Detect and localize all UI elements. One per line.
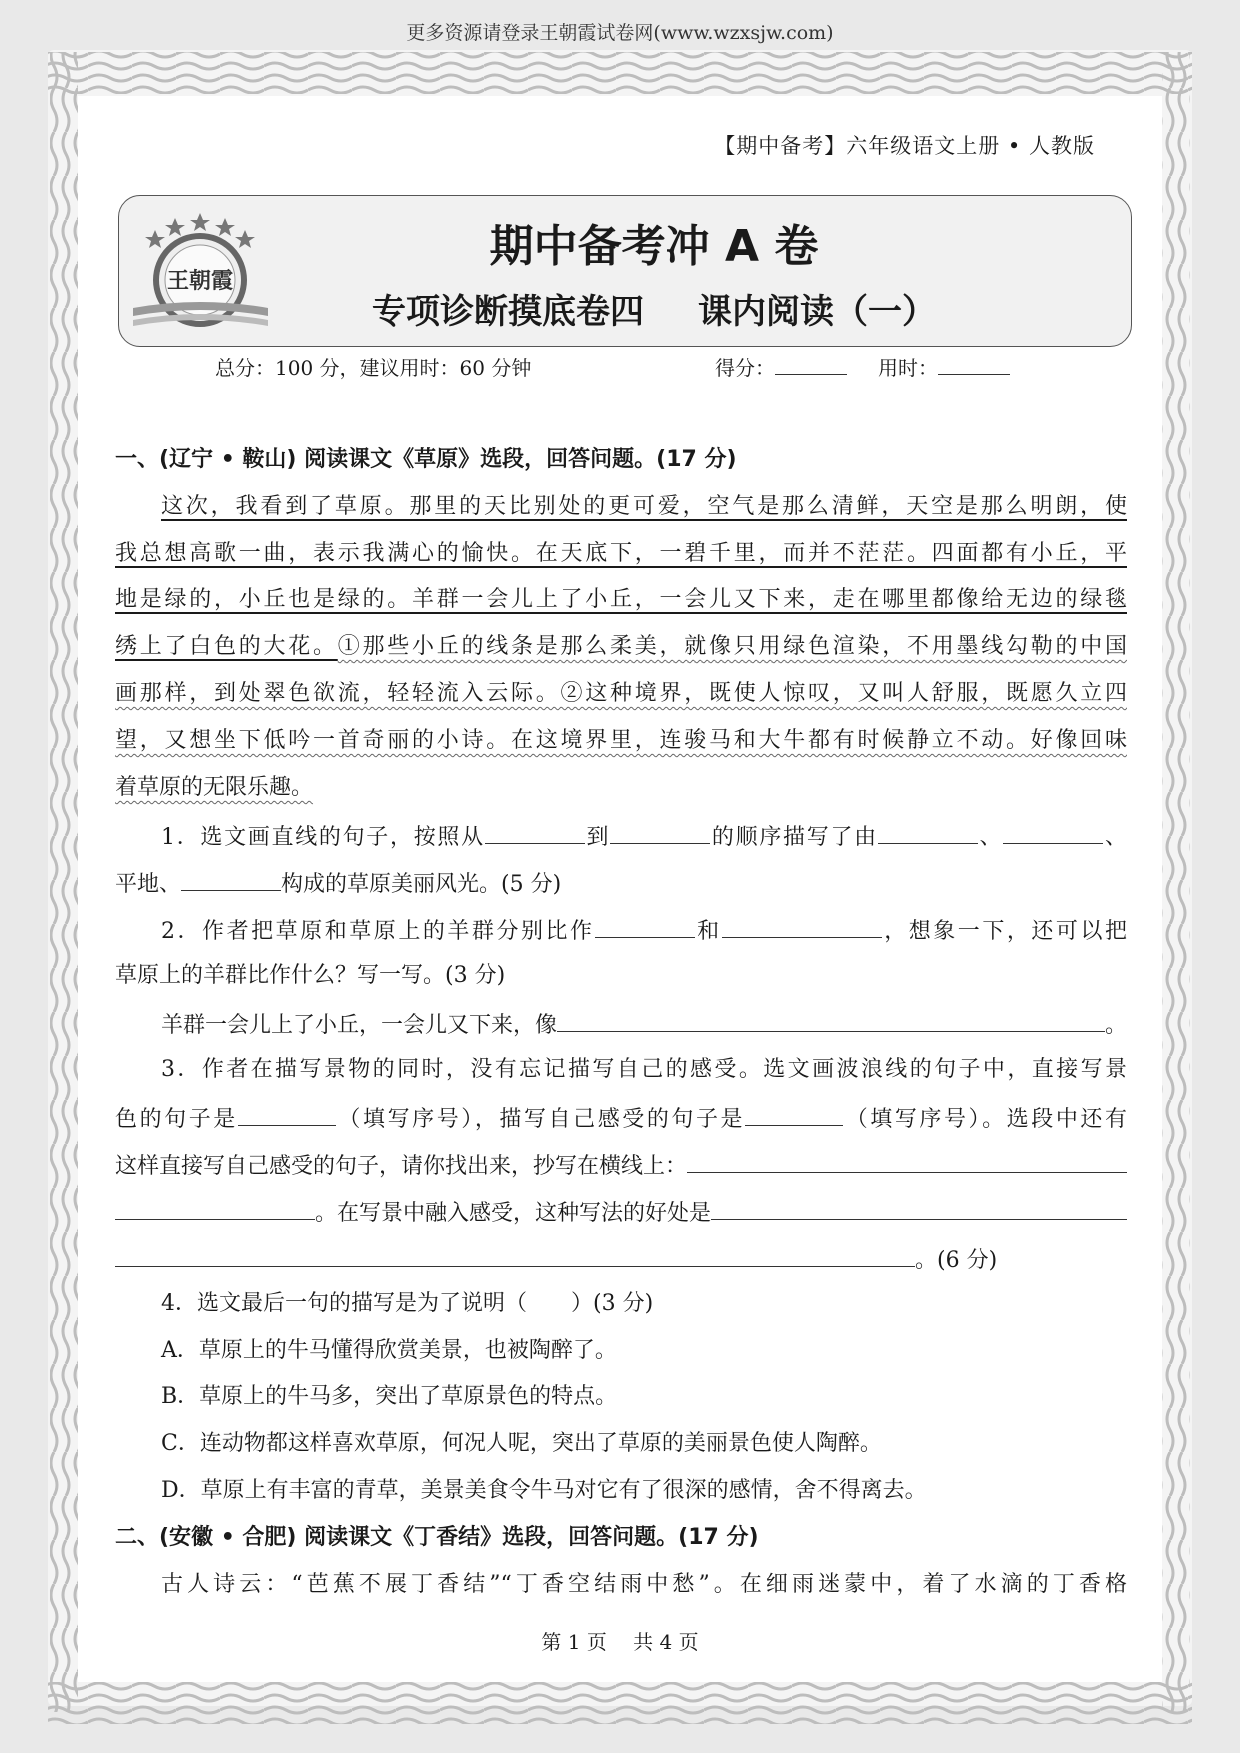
answer-blank[interactable] bbox=[485, 820, 585, 844]
answer-blank[interactable] bbox=[610, 820, 710, 844]
subtitle-right: 课内阅读（一） bbox=[698, 292, 936, 332]
answer-blank[interactable] bbox=[1003, 820, 1103, 844]
option-c[interactable]: C．连动物都这样喜欢草原，何况人呢，突出了草原的美丽景色使人陶醉。 bbox=[161, 1431, 882, 1456]
answer-blank[interactable] bbox=[115, 1196, 315, 1220]
passage-line: 望，又想坐下低吟一首奇丽的小诗。在这境界里，连骏马和大牛都有时候静立不动。好像回味 bbox=[115, 728, 1127, 753]
section2-heading: 二、(安徽 • 合肥) 阅读课文《丁香结》选段，回答问题。(17 分) bbox=[115, 1525, 759, 1550]
passage-line: 画那样，到处翠色欲流，轻轻流入云际。②这种境界，既使人惊叹，又叫人舒服，既愿久立四 bbox=[115, 681, 1127, 706]
subtitle-left: 专项诊断摸底卷四 bbox=[372, 292, 644, 332]
question-1-cont: 平地、 构成的草原美丽风光。(5 分) bbox=[115, 867, 1127, 900]
question-3-cont: 这样直接写自己感受的句子，请你找出来，抄写在横线上： bbox=[115, 1149, 1127, 1182]
answer-blank[interactable] bbox=[557, 1008, 1105, 1032]
answer-blank[interactable] bbox=[687, 1149, 1127, 1173]
question-4: 4．选文最后一句的描写是为了说明（ ）(3 分) bbox=[161, 1291, 654, 1316]
edition-label: 【期中备考】六年级语文上册 • 人教版 bbox=[714, 134, 1095, 158]
score-label: 得分： bbox=[715, 356, 775, 380]
score-field[interactable] bbox=[715, 352, 847, 381]
question-3-cont: 色的句子是 （填写序号），描写自己感受的句子是 （填写序号）。选段中还有 bbox=[115, 1102, 1127, 1135]
passage-line: 着草原的无限乐趣。 bbox=[115, 775, 314, 800]
time-field[interactable] bbox=[878, 352, 1010, 381]
answer-blank[interactable] bbox=[878, 820, 978, 844]
question-1: 1．选文画直线的句子，按照从 到 的顺序描写了由 、 、 bbox=[115, 820, 1127, 853]
passage-line: 这次，我看到了草原。那里的天比别处的更可爱，空气是那么清鲜，天空是那么明朗，使 bbox=[161, 494, 1127, 519]
passage-line: 绣上了白色的大花。①那些小丘的线条是那么柔美，就像只用绿色渲染，不用墨线勾勒的中国 bbox=[115, 634, 1127, 659]
answer-blank[interactable] bbox=[595, 914, 695, 938]
question-2-answer: 羊群一会儿上了小丘，一会儿又下来，像 。 bbox=[115, 1008, 1127, 1041]
option-a[interactable]: A．草原上的牛马懂得欣赏美景，也被陶醉了。 bbox=[161, 1338, 617, 1363]
page-number: 第 1 页 共 4 页 bbox=[541, 1630, 699, 1654]
answer-blank[interactable] bbox=[745, 1102, 843, 1126]
passage-line: 地是绿的，小丘也是绿的。羊群一会儿上了小丘，一会儿又下来，走在哪里都像给无边的绿毯 bbox=[115, 587, 1127, 612]
passage-line: 我总想高歌一曲，表示我满心的愉快。在天底下，一碧千里，而并不茫茫。四面都有小丘，平 bbox=[115, 541, 1127, 566]
option-d[interactable]: D．草原上有丰富的青草，美景美食令牛马对它有了很深的感情，舍不得离去。 bbox=[161, 1478, 927, 1503]
site-banner: 更多资源请登录王朝霞试卷网(www.wzxsjw.com) bbox=[406, 22, 834, 44]
answer-blank[interactable] bbox=[722, 914, 882, 938]
question-3: 3．作者在描写景物的同时，没有忘记描写自己的感受。选文画波浪线的句子中，直接写景 bbox=[161, 1057, 1127, 1082]
time-label: 用时： bbox=[878, 356, 938, 380]
logo-text: 王朝霞 bbox=[166, 268, 234, 294]
answer-blank[interactable] bbox=[238, 1102, 336, 1126]
section2-passage-line: 古人诗云：“芭蕉不展丁香结”“丁香空结雨中愁”。在细雨迷蒙中，着了水滴的丁香格 bbox=[161, 1572, 1127, 1597]
option-b[interactable]: B．草原上的牛马多，突出了草原景色的特点。 bbox=[161, 1384, 618, 1409]
question-3-cont: 。在写景中融入感受，这种写法的好处是 bbox=[115, 1196, 1127, 1229]
question-3-cont: 。(6 分) bbox=[115, 1243, 1127, 1276]
answer-blank[interactable] bbox=[711, 1196, 1127, 1220]
exam-title: 期中备考冲 A 卷 bbox=[489, 221, 819, 272]
question-2: 2．作者把草原和草原上的羊群分别比作 和 ，想象一下，还可以把 bbox=[115, 914, 1127, 947]
exam-subtitle bbox=[118, 284, 1130, 333]
answer-blank[interactable] bbox=[115, 1243, 915, 1267]
total-score-info: 总分：100 分，建议用时：60 分钟 bbox=[215, 356, 532, 380]
section1-heading: 一、(辽宁 • 鞍山) 阅读课文《草原》选段，回答问题。(17 分) bbox=[115, 447, 737, 472]
question-2-cont: 草原上的羊群比作什么？写一写。(3 分) bbox=[115, 963, 506, 988]
answer-blank[interactable] bbox=[181, 867, 281, 891]
